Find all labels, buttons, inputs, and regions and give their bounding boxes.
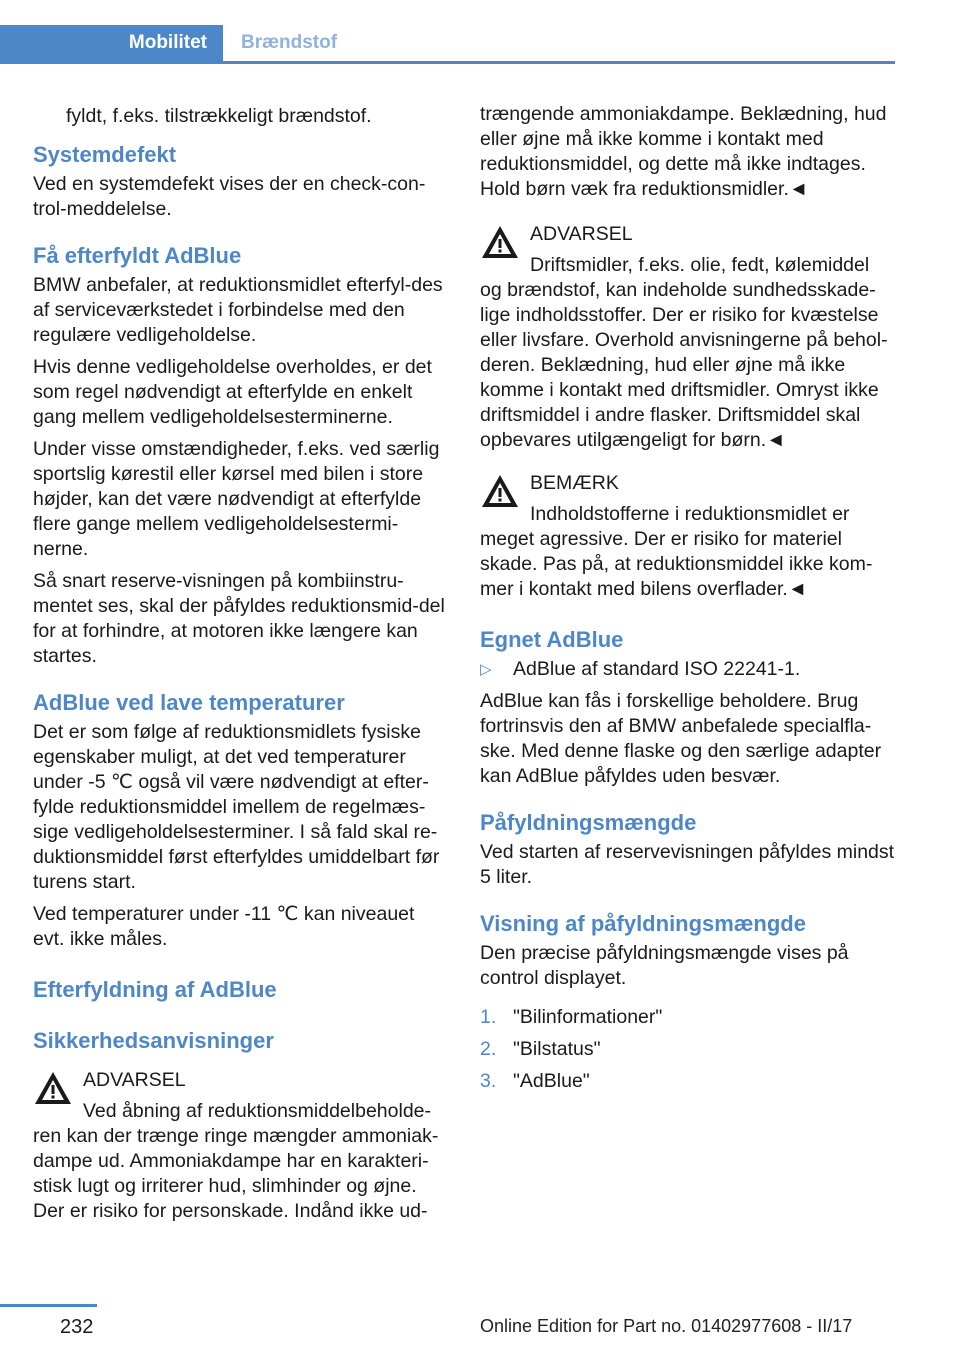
triangle-bullet-icon: ▷ <box>480 661 492 678</box>
warning-block <box>480 222 895 453</box>
right-column <box>480 102 895 1101</box>
warning-title: ADVARSEL <box>530 223 633 245</box>
paragraph: Ved temperaturer under -11 ℃ kan niveauet evt. ikke måles. <box>33 903 415 950</box>
step-number: 2. <box>480 1038 497 1060</box>
paragraph: AdBlue kan fås i forskellige beholdere. Brug fortrinsvis den af BMW anbefalede specialfla-ske. Med denne flaske og den særlige adapter kan AdBlue påfyldes uden besvær. <box>480 690 882 787</box>
page-number: 232 <box>60 1316 94 1338</box>
tab-braendstof[interactable]: Brændstof <box>241 32 338 53</box>
warning-text: Driftsmidler, f.eks. olie, fedt, kølemiddel og brændstof, kan indeholde sundhedsskade-lige indholdsstoffer. Der er risiko for kvæstelse eller livsfare. Overhold anvisningerne på behol-deren. Beklædning, hud eller øjne må ikke komme i kontakt med driftsmidler. Omryst ikke driftsmiddel i andre flasker. Driftsmiddel skal opbevares utilgængeligt for børn.◄ <box>480 254 888 451</box>
heading-refill: Få efterfyldt AdBlue <box>33 243 242 268</box>
paragraph: Under visse omstændigheder, f.eks. ved særlig sportslig kørestil eller kørsel med bilen i store højder, kan det være nødvendigt at efterfylde flere gange mellem vedligeholdelsestermi-nerne. <box>33 438 440 560</box>
paragraph: Den præcise påfyldningsmængde vises på control displayet. <box>480 942 849 989</box>
warning-triangle-icon <box>480 473 520 509</box>
paragraph: Det er som følge af reduktionsmidlets fysiske egenskaber muligt, at det ved temperaturer under -5 ℃ også vil være nødvendigt at efter-fylde reduktionsmiddel imellem de regelmæs-sige vedligeholdelsesterminer. I så fald skal re-duktionsmiddel først efterfyldes umiddelbart før turens start. <box>33 721 440 893</box>
warning-triangle-icon <box>480 224 520 260</box>
list-item: ▷ AdBlue af standard ISO 22241-1. <box>480 658 801 680</box>
step-item: 1. "Bilinformationer" <box>480 1006 663 1028</box>
paragraph-continued: fyldt, f.eks. tilstrækkeligt brændstof. <box>66 105 372 127</box>
notice-block <box>480 471 895 602</box>
heading-display: Visning af påfyldningsmængde <box>480 911 806 936</box>
header-tabs <box>0 25 895 64</box>
steps-list <box>480 1005 895 1094</box>
warning-title: ADVARSEL <box>83 1069 186 1091</box>
left-column <box>33 104 451 1234</box>
warning-block <box>33 1068 451 1224</box>
paragraph: Ved starten af reservevisningen påfyldes mindst 5 liter. <box>480 841 895 888</box>
footer-rule <box>0 1304 97 1307</box>
paragraph-continued: trængende ammoniakdampe. Beklædning, hud eller øjne må ikke komme i kontakt med reduktionsmiddel, og dette må ikke indtages. Hold børn væk fra reduktionsmidler.◄ <box>480 103 887 200</box>
notice-title: BEMÆRK <box>530 472 619 494</box>
paragraph: BMW anbefaler, at reduktionsmidlet efterfyl-des af serviceværkstedet i forbindelse med den regulære vedligeholdelse. <box>33 274 443 346</box>
step-item: 2. "Bilstatus" <box>480 1038 601 1060</box>
paragraph: Hvis denne vedligeholdelse overholdes, er det som regel nødvendigt at efterfylde en enkelt gang mellem vedligeholdelsesterminerne. <box>33 356 432 428</box>
notice-text: Indholdstofferne i reduktionsmidlet er meget agressive. Der er risiko for materiel skade. Pas på, at reduktionsmiddel ikke kom-mer i kontakt med bilens overflader.◄ <box>480 503 873 600</box>
step-item: 3. "AdBlue" <box>480 1070 590 1092</box>
paragraph: Så snart reserve-visningen på kombiinstru-mentet ses, skal der påfyldes reduktionsmid-del for at forhindre, at motoren ikke længere kan startes. <box>33 570 445 667</box>
step-number: 3. <box>480 1070 497 1092</box>
heading-egnet: Egnet AdBlue <box>480 627 624 652</box>
heading-amount: Påfyldningsmængde <box>480 810 697 835</box>
step-number: 1. <box>480 1006 497 1028</box>
warning-triangle-icon <box>33 1070 73 1106</box>
heading-low-temp: AdBlue ved lave temperaturer <box>33 690 345 715</box>
heading-efterfyldning: Efterfyldning af AdBlue <box>33 977 277 1002</box>
heading-safety: Sikkerhedsanvisninger <box>33 1028 274 1053</box>
footer-edition: Online Edition for Part no. 01402977608 - II/17 <box>480 1316 853 1336</box>
tab-mobilitet[interactable]: Mobilitet <box>0 25 223 61</box>
paragraph: Ved en systemdefekt vises der en check-con-trol-meddelelse. <box>33 173 426 220</box>
warning-text: Ved åbning af reduktionsmiddelbeholde-ren kan der trænge ringe mængder ammoniak-dampe ud. Ammoniakdampe har en karakteri-stisk lugt og irriterer hud, slimhinder og øjne. Der er risiko for personskade. Indånd ikke ud- <box>33 1100 439 1222</box>
heading-systemdefekt: Systemdefekt <box>33 142 177 167</box>
